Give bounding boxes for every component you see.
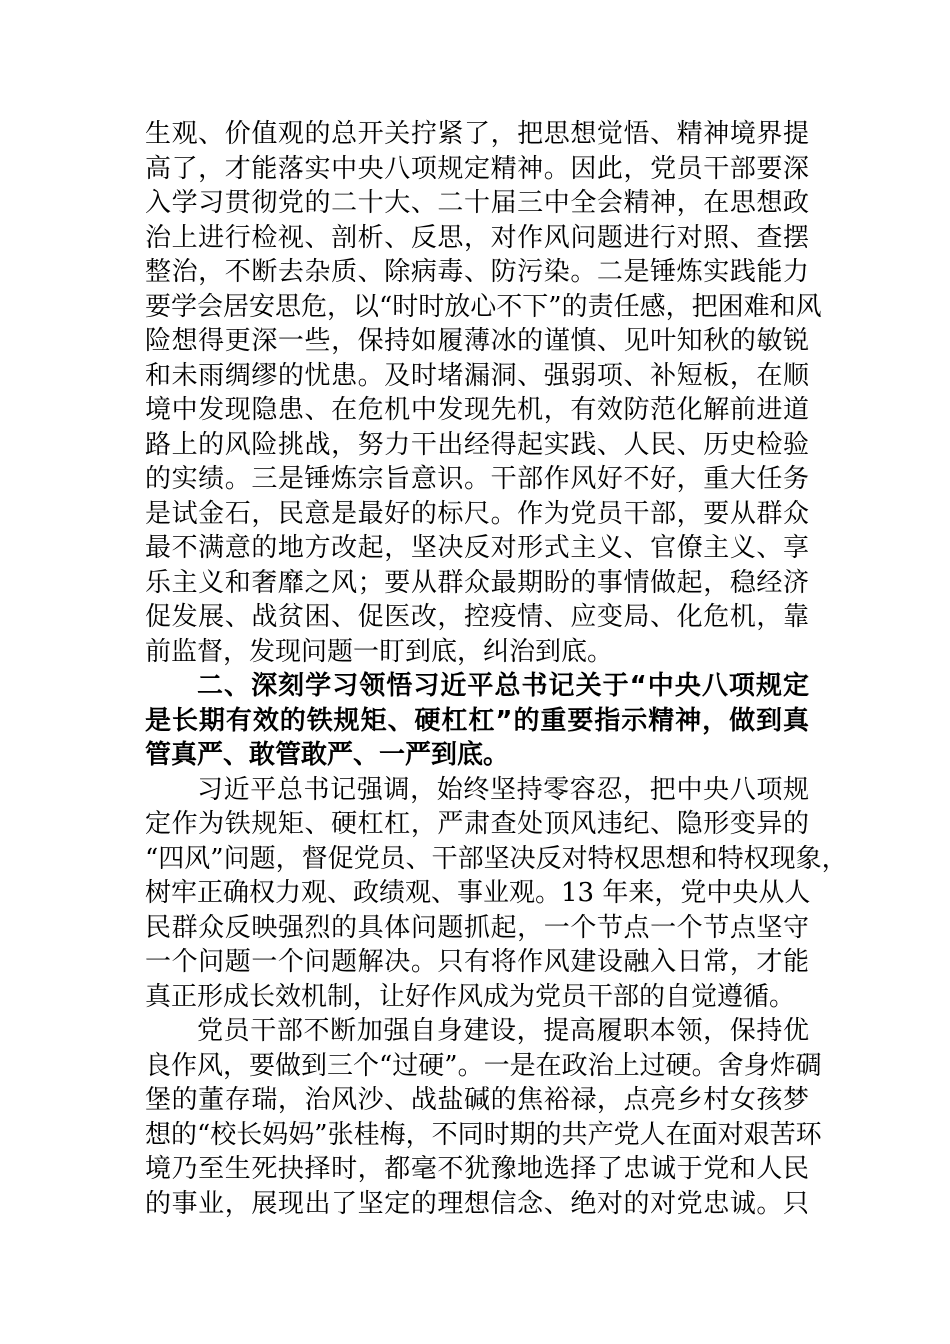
text-line: 党员干部不断加强自身建设，提高履职本领，保持优 — [197, 1016, 809, 1046]
text-line: 树牢正确权力观、政绩观、事业观。13 年来，党中央从人 — [145, 878, 811, 908]
paragraph-continued — [145, 117, 822, 669]
text-line: 的实绩。三是锤炼宗旨意识。干部作风好不好，重大任务 — [145, 464, 809, 494]
heading-line: 二、深刻学习领悟习近平总书记关于“中央八项规定 — [197, 671, 809, 701]
text-line: 是试金石，民意是最好的标尺。作为党员干部，要从群众 — [145, 498, 809, 529]
text-line: 的事业，展现出了坚定的理想信念、绝对的对党忠诚。只 — [145, 1188, 809, 1219]
text-line: 生观、价值观的总开关拧紧了，把思想觉悟、精神境界提 — [145, 119, 809, 149]
text-line: 境中发现隐患、在危机中发现先机，有效防范化解前进道 — [145, 395, 809, 425]
text-line: “四风”问题，督促党员、干部坚决反对特权思想和特权现象， — [145, 843, 848, 874]
heading-line: 是长期有效的铁规矩、硬杠杠”的重要指示精神，做到真 — [145, 705, 809, 736]
text-line: 入学习贯彻党的二十大、二十届三中全会精神，在思想政 — [145, 188, 809, 218]
heading-line: 管真严、敢管敢严、一严到底。 — [145, 740, 510, 770]
text-line: 高了，才能落实中央八项规定精神。因此，党员干部要深 — [145, 153, 809, 184]
text-line: 一个问题一个问题解决。只有将作风建设融入日常，才能 — [145, 947, 809, 977]
paragraph — [145, 773, 848, 1015]
text-line: 要学会居安思危，以“时时放心不下”的责任感，把困难和风 — [145, 291, 822, 322]
text-line: 和未雨绸缪的忧患。及时堵漏洞、强弱项、补短板，在顺 — [145, 360, 809, 391]
text-line: 整治，不断去杂质、除病毒、防污染。二是锤炼实践能力 — [145, 257, 809, 287]
text-line: 路上的风险挑战，努力干出经得起实践、人民、历史检验 — [145, 429, 809, 460]
text-line: 习近平总书记强调，始终坚持零容忍，把中央八项规 — [197, 774, 809, 805]
text-line: 想的“校长妈妈”张桂梅，不同时期的共产党人在面对艰苦环 — [145, 1119, 822, 1150]
text-line: 定作为铁规矩、硬杠杠，严肃查处顶风违纪、隐形变异的 — [145, 809, 809, 839]
text-line: 促发展、战贫困、促医改，控疫情、应变局、化危机，靠 — [145, 602, 809, 632]
text-line: 境乃至生死抉择时，都毫不犹豫地选择了忠诚于党和人民 — [145, 1154, 809, 1184]
document-body — [145, 117, 848, 1221]
text-line: 乐主义和奢靡之风；要从群众最期盼的事情做起，稳经济 — [145, 567, 809, 598]
text-line: 治上进行检视、剖析、反思，对作风问题进行对照、查摆 — [145, 222, 809, 253]
text-line: 险想得更深一些，保持如履薄冰的谨慎、见叶知秋的敏锐 — [145, 326, 809, 356]
text-line: 良作风，要做到三个“过硬”。一是在政治上过硬。舍身炸碉 — [145, 1050, 822, 1081]
text-line: 真正形成长效机制，让好作风成为党员干部的自觉遵循。 — [145, 981, 796, 1012]
paragraph — [145, 1014, 822, 1221]
text-line: 最不满意的地方改起，坚决反对形式主义、官僚主义、享 — [145, 533, 809, 563]
text-line: 民群众反映强烈的具体问题抓起，一个节点一个节点坚守 — [145, 912, 809, 943]
text-line: 堡的董存瑞，治风沙、战盐碱的焦裕禄，点亮乡村女孩梦 — [145, 1085, 809, 1115]
section-heading — [145, 669, 809, 773]
text-line: 前监督，发现问题一盯到底，纠治到底。 — [145, 636, 614, 667]
